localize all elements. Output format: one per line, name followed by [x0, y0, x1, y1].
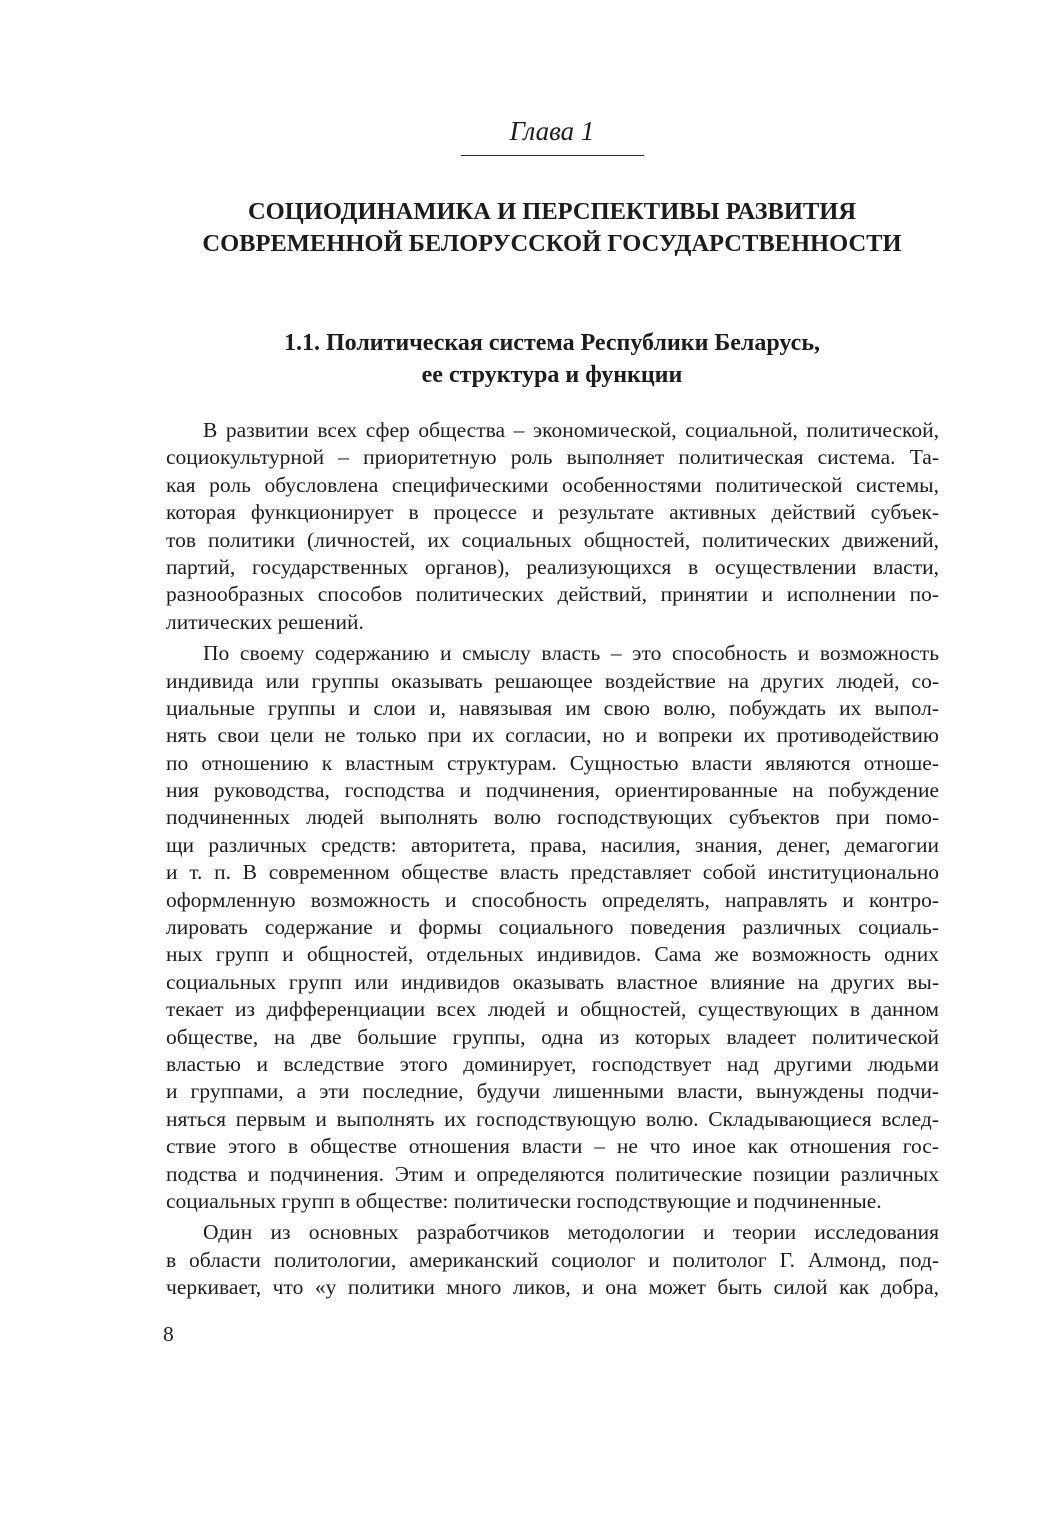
paragraph-line: социальных групп или индивидов оказывать властное влияние на других вы-	[166, 969, 939, 994]
paragraph	[166, 640, 939, 1215]
paragraph-line: оформленную возможность и способность определять, направлять и контро-	[166, 887, 939, 912]
paragraph-line: В развитии всех сфер общества – экономической, социальной, политической,	[203, 418, 939, 442]
paragraph-line: По своему содержанию и смыслу власть – это способность и возможность	[203, 641, 939, 666]
paragraph-line: тов политики (личностей, их социальных общностей, политических движений,	[166, 527, 939, 552]
section-title-line: ее структура и функции	[421, 362, 683, 388]
paragraph-line: Один из основных разработчиков методологии и теории исследования	[203, 1220, 939, 1245]
paragraph-line: и т. п. В современном обществе власть представляет собой институционально	[166, 860, 939, 885]
paragraph-line: которая функционирует в процессе и результате активных действий субъек-	[166, 500, 939, 525]
page-number: 8	[163, 1322, 174, 1346]
paragraph-line: нять свои цели не только при их согласии, но и вопреки их противодействию	[166, 723, 939, 748]
paragraph-line: циальные группы и слои и, навязывая им свою волю, побуждать их выпол-	[166, 695, 939, 720]
paragraph-line: социокультурной – приоритетную роль выполняет политическая система. Та-	[166, 445, 939, 470]
chapter-title	[0, 196, 1058, 260]
paragraph	[166, 1219, 939, 1301]
paragraph-line: няться первым и выполнять их господствующую волю. Складывающиеся вслед-	[166, 1106, 939, 1131]
paragraph-line: ния руководства, господства и подчинения, ориентированные на побуждение	[166, 778, 939, 803]
section-title	[0, 327, 1058, 391]
paragraph-line: подчиненных людей выполнять волю господствующих субъектов при помо-	[166, 805, 939, 830]
paragraph	[166, 417, 939, 636]
paragraph-line: обществе, на две большие группы, одна из которых владеет политической	[166, 1024, 939, 1049]
paragraph-line: и группами, а эти последние, будучи лишенными власти, вынуждены подчи-	[166, 1079, 939, 1104]
paragraph-line: ных групп и общностей, отдельных индивидов. Сама же возможность одних	[166, 942, 939, 967]
chapter-label: Глава 1	[509, 116, 595, 146]
body-text	[166, 417, 939, 1302]
paragraph-line: щи различных средств: авторитета, права, насилия, знания, денег, демагогии	[166, 832, 939, 857]
chapter-title-line: СОЦИОДИНАМИКА И ПЕРСПЕКТИВЫ РАЗВИТИЯ	[247, 198, 857, 225]
paragraph-line: индивида или группы оказывать решающее воздействие на других людей, со-	[166, 668, 939, 693]
paragraph-line: разнообразных способов политических действий, принятии и исполнении по-	[166, 582, 939, 607]
paragraph-line: властью и вследствие этого доминирует, господствует над другими людьми	[166, 1051, 939, 1076]
chapter-rule	[461, 155, 644, 156]
paragraph-line: партий, государственных органов), реализующихся в осуществлении власти,	[166, 554, 939, 579]
paragraph-line: по отношению к властным структурам. Сущностью власти являются отноше-	[166, 750, 939, 775]
paragraph-line: социальных групп в обществе: политически господствующие и подчиненные.	[166, 1188, 882, 1213]
section-title-line: 1.1. Политическая система Республики Беларусь,	[283, 330, 821, 356]
paragraph-line: подства и подчинения. Этим и определяются политические позиции различных	[166, 1161, 939, 1186]
chapter-title-line: СОВРЕМЕННОЙ БЕЛОРУССКОЙ ГОСУДАРСТВЕННОСТИ	[202, 230, 902, 257]
paragraph-line: кая роль обусловлена специфическими особенностями политической системы,	[166, 472, 939, 497]
paragraph-line: черкивает, что «у политики много ликов, и она может быть силой как добра,	[166, 1275, 939, 1300]
paragraph-line: текает из дифференциации всех людей и общностей, существующих в данном	[166, 997, 939, 1022]
paragraph-line: лировать содержание и формы социального поведения различных социаль-	[166, 915, 939, 940]
paragraph-line: в области политологии, американский социолог и политолог Г. Алмонд, под-	[166, 1247, 939, 1272]
paragraph-line: ствие этого в обществе отношения власти – не что иное как отношения гос-	[166, 1134, 939, 1159]
paragraph-line: литических решений.	[166, 609, 364, 634]
